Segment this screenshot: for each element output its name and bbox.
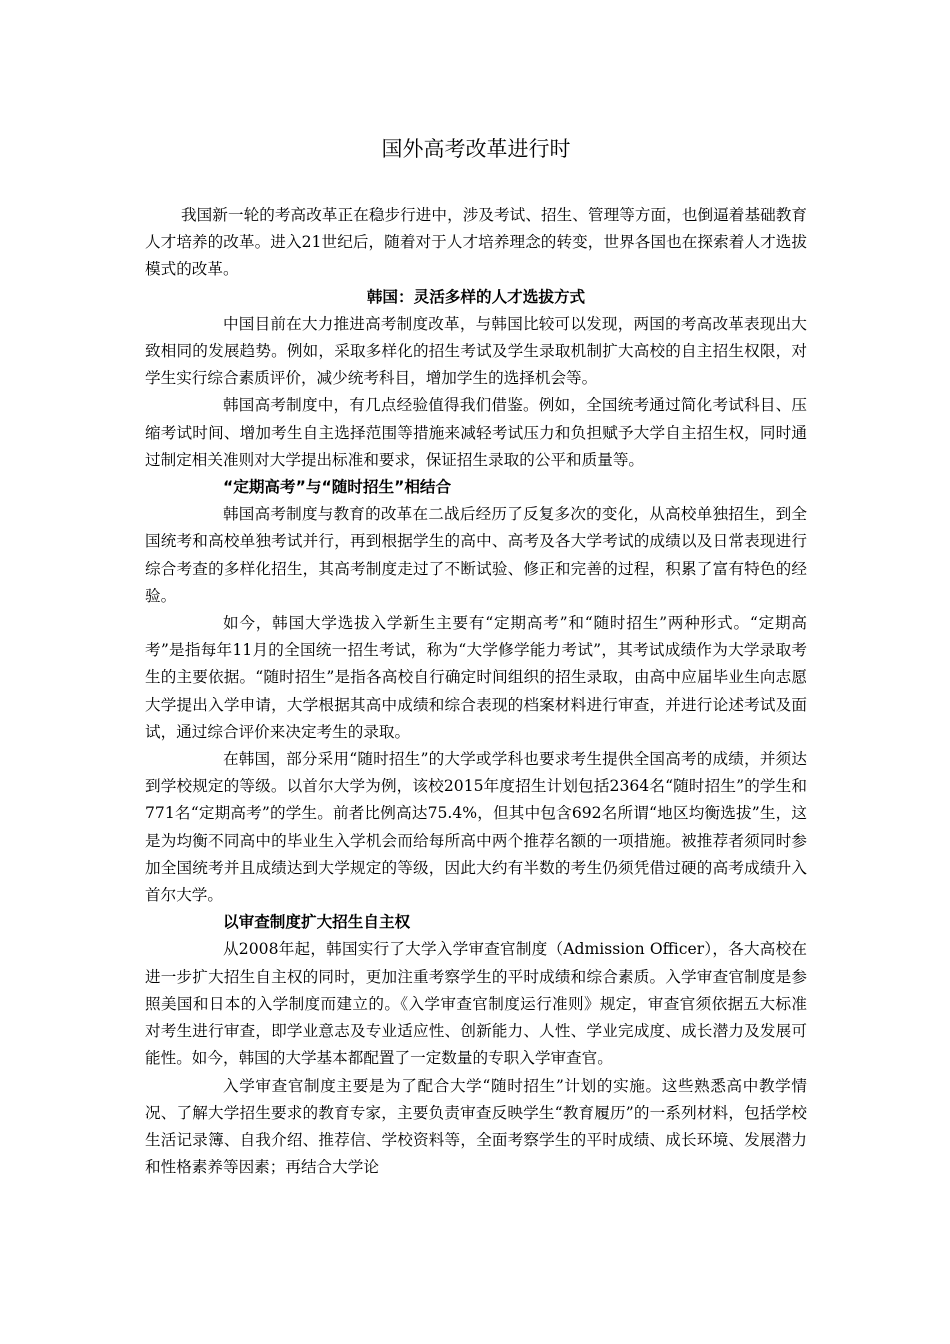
body-paragraph: 韩国高考制度与教育的改革在二战后经历了反复多次的变化，从高校单独招生，到全国统考和高校单独考试并行，再到根据学生的高中、高考及各大学考试的成绩以及日常表现进行综合考查的多样化招生，其高考制度走过了不断试验、修正和完善的过程，积累了富有特色的经验。 [145,505,807,605]
intro-paragraph: 我国新一轮的考高改革正在稳步行进中，涉及考试、招生、管理等方面，也倒逼着基础教育人才培养的改革。进入21世纪后，随着对于人才培养理念的转变，世界各国也在探索着人才选拔模式的改革。 [145,206,807,279]
body-paragraph: 在韩国，部分采用“随时招生”的大学或学科也要求考生提供全国高考的成绩，并须达到学校规定的等级。以首尔大学为例，该校2015年度招生计划包括2364名“随时招生”的学生和771名“定期高考”的学生。前者比例高达75.4%，但其中包含692名所谓“地区均衡选拔”生，这是为均衡不同高中的毕业生入学机会而给每所高中两个推荐名额的一项措施。被推荐者须同时参加全国统考并且成绩达到大学规定的等级，因此大约有半数的考生仍须凭借过硬的高考成绩升入首尔大学。 [145,750,807,905]
section-heading-regular-exam: “定期高考”与“随时招生”相结合 [223,478,452,497]
body-paragraph: 入学审查官制度主要是为了配合大学“随时招生”计划的实施。这些熟悉高中教学情况、了解大学招生要求的教育专家，主要负责审查反映学生“教育履历”的一系列材料，包括学校生活记录簿、自我介绍、推荐信、学校资料等，全面考察学生的平时成绩、成长环境、发展潜力和性格素养等因素；再结合大学论 [145,1076,807,1177]
page-title: 国外高考改革进行时 [381,137,571,161]
body-paragraph: 韩国高考制度中，有几点经验值得我们借鉴。例如，全国统考通过简化考试科目、压缩考试时间、增加考生自主选择范围等措施来减轻考试压力和负担赋予大学自主招生权，同时通过制定相关准则对大学提出标准和要求，保证招生录取的公平和质量等。 [145,396,807,469]
section-heading-review-system: 以审查制度扩大招生自主权 [223,913,411,932]
section-heading-korea: 韩国：灵活多样的人才选拔方式 [366,287,586,306]
body-paragraph: 从2008年起，韩国实行了大学入学审查官制度（Admission Officer），各大高校在进一步扩大招生自主权的同时，更加注重考察学生的平时成绩和综合素质。入学审查官制度是参照美国和日本的入学制度而建立的。《入学审查官制度运行准则》规定，审查官须依据五大标准对考生进行审查，即学业意志及专业适应性、创新能力、人性、学业完成度、成长潜力及发展可能性。如今，韩国的大学基本都配置了一定数量的专职入学审查官。 [145,940,807,1068]
document-page [145,0,807,1181]
body-paragraph: 中国目前在大力推进高考制度改革，与韩国比较可以发现，两国的考高改革表现出大致相同的发展趋势。例如，采取多样化的招生考试及学生录取机制扩大高校的自主招生权限，对学生实行综合素质评价，减少统考科目，增加学生的选择机会等。 [145,314,807,388]
body-paragraph: 如今，韩国大学选拔入学新生主要有“定期高考”和“随时招生”两种形式。“定期高考”是指每年11月的全国统一招生考试，称为“大学修学能力考试”，其考试成绩作为大学录取考生的主要依据。“随时招生”是指各高校自行确定时间组织的招生录取，由高中应届毕业生向志愿大学提出入学申请，大学根据其高中成绩和综合表现的档案材料进行审查，并进行论述考试及面试，通过综合评价来决定考生的录取。 [145,614,807,741]
